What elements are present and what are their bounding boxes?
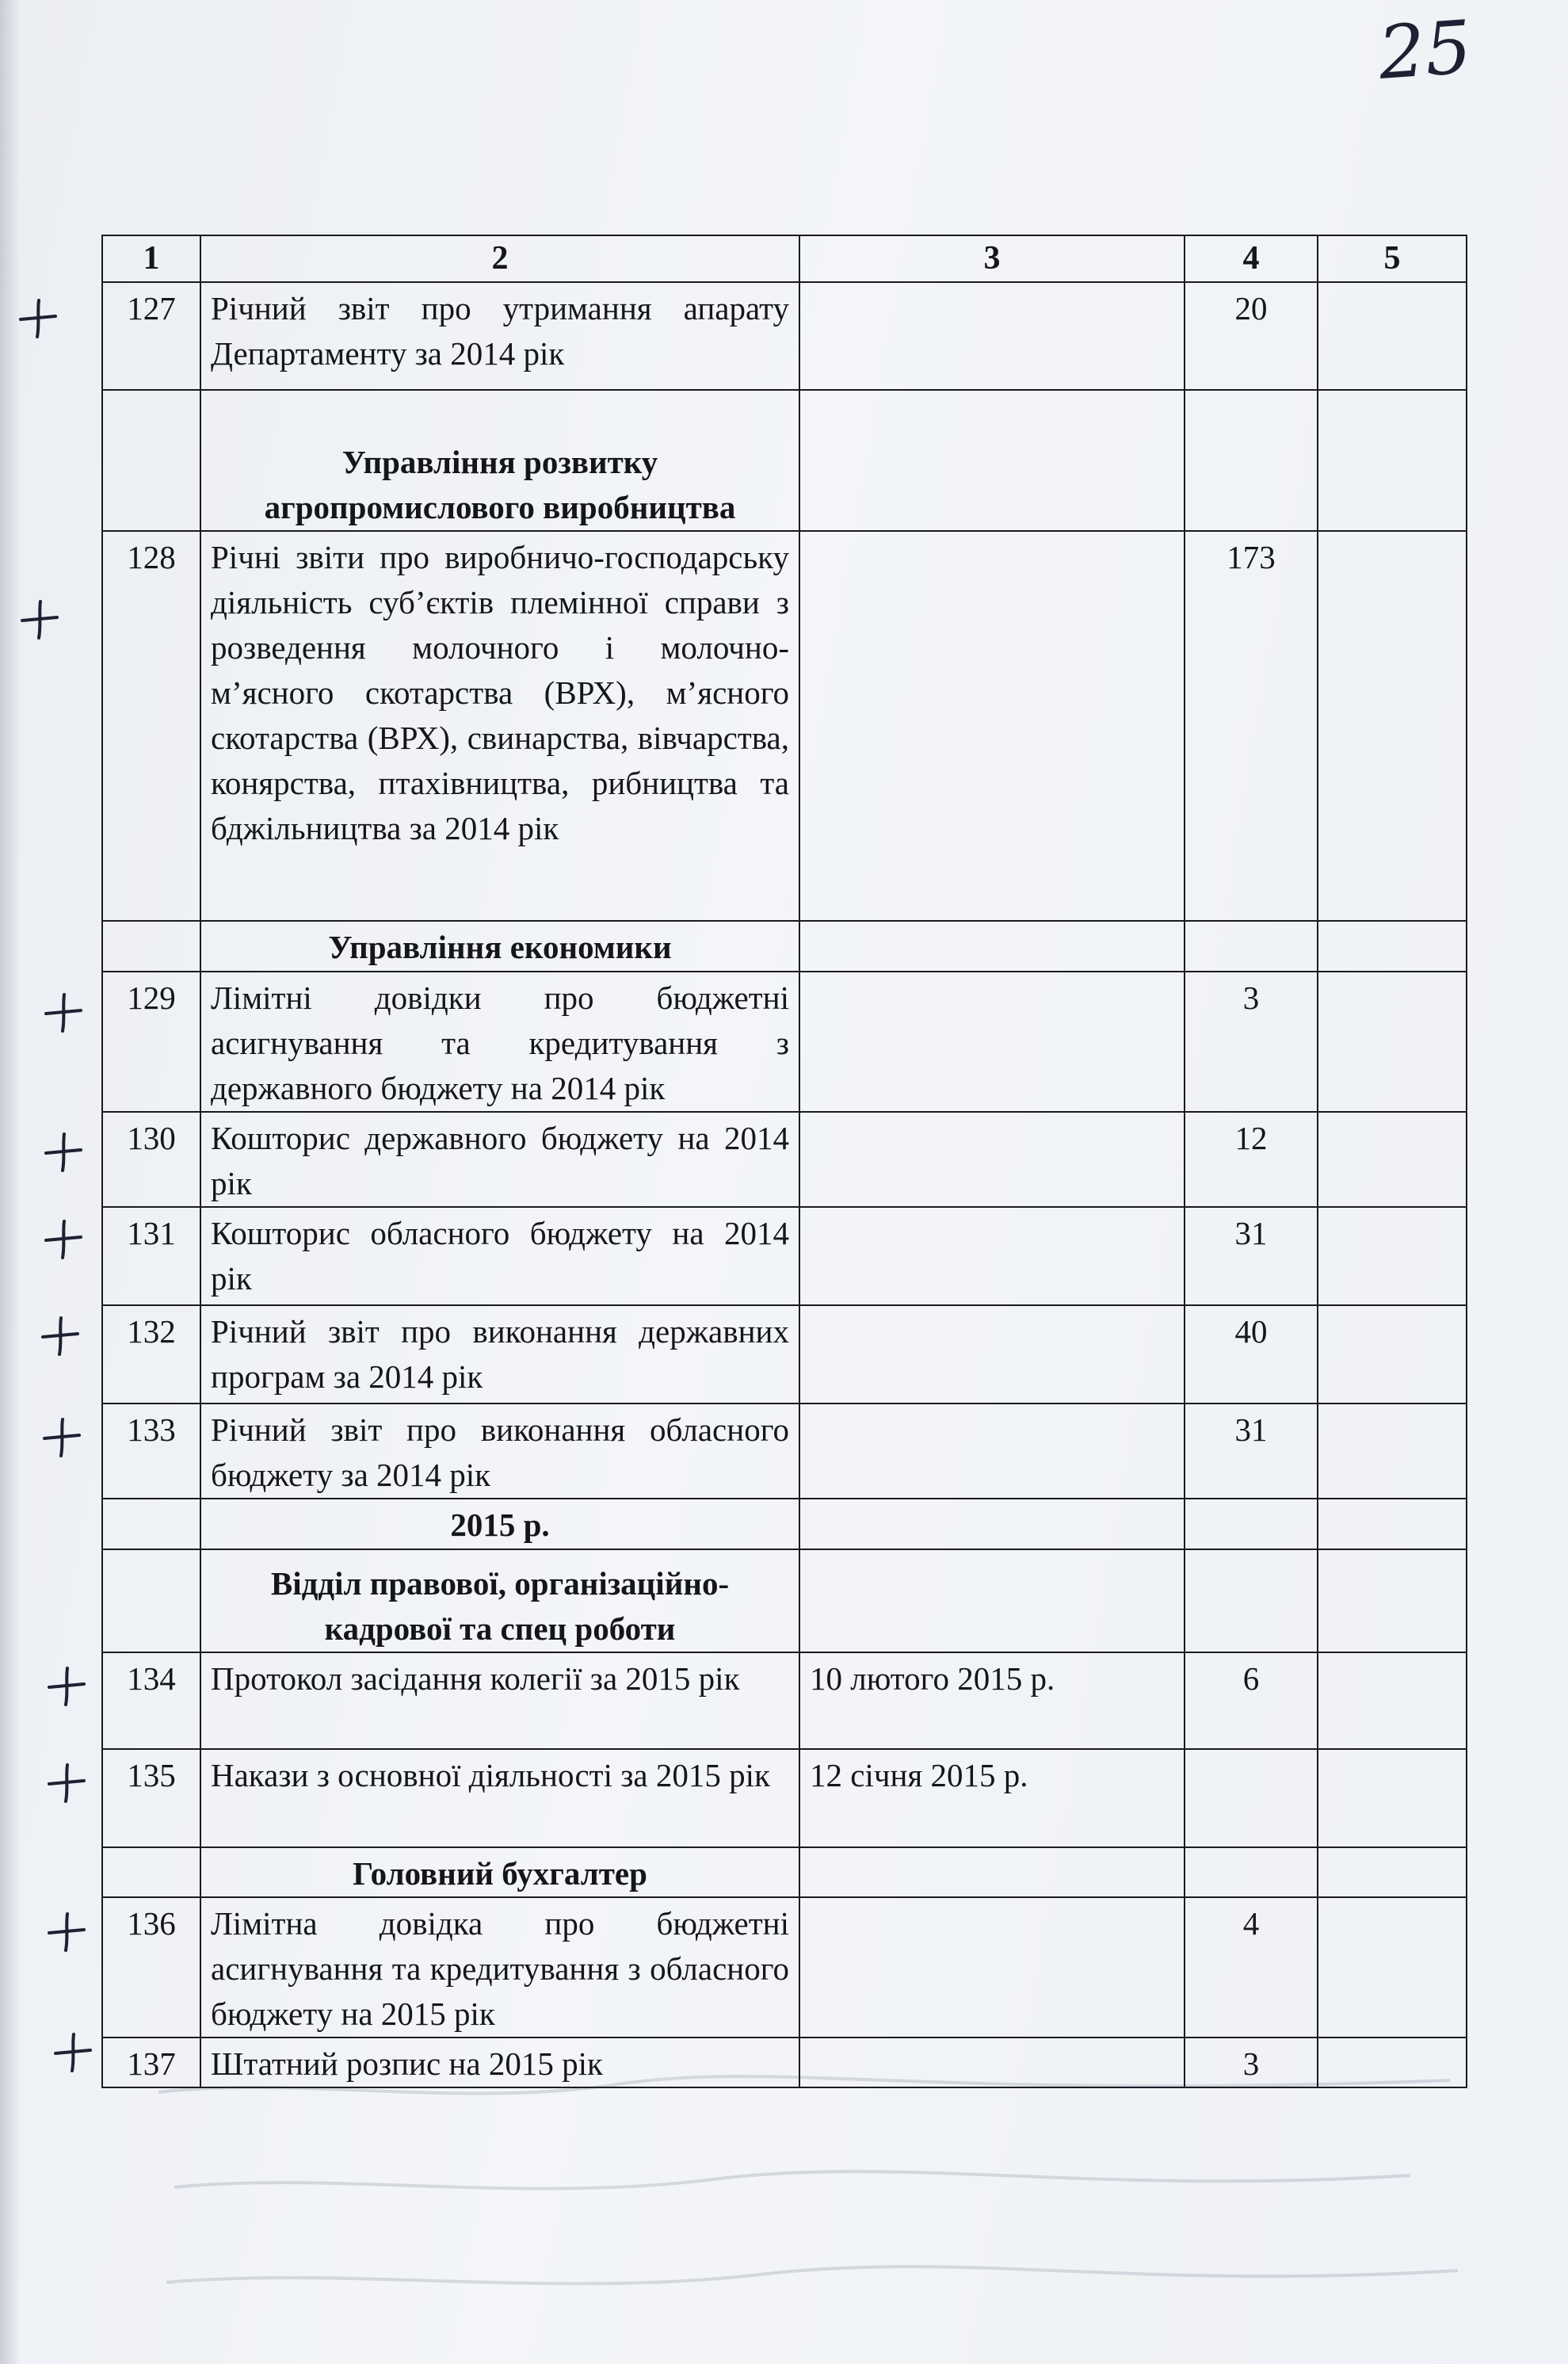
section-num-cell bbox=[102, 1847, 200, 1897]
check-plus-mark-icon bbox=[38, 1313, 82, 1358]
section-note-cell bbox=[1318, 1847, 1467, 1897]
section-date-cell bbox=[799, 1549, 1185, 1652]
register-item-row bbox=[102, 1404, 1467, 1499]
check-plus-mark-icon bbox=[41, 990, 86, 1034]
item-description: Накази з основної діяльності за 2015 рік bbox=[200, 1749, 799, 1847]
section-row bbox=[102, 1847, 1467, 1897]
item-date: 10 лютого 2015 р. bbox=[799, 1652, 1185, 1749]
section-title: 2015 р. bbox=[200, 1499, 799, 1549]
table-header-row bbox=[102, 235, 1467, 282]
section-row bbox=[102, 390, 1467, 531]
section-row bbox=[102, 1499, 1467, 1549]
register-item-row bbox=[102, 1112, 1467, 1207]
section-row bbox=[102, 921, 1467, 972]
section-note-cell bbox=[1318, 921, 1467, 972]
item-page-count: 3 bbox=[1185, 2037, 1318, 2087]
section-title: Головний бухгалтер bbox=[200, 1847, 799, 1897]
item-description: Кошторис державного бюджету на 2014 рік bbox=[200, 1112, 799, 1207]
item-note bbox=[1318, 972, 1467, 1112]
register-item-row bbox=[102, 282, 1467, 390]
section-title: Управління економики bbox=[200, 921, 799, 972]
column-header-1: 1 bbox=[102, 235, 200, 282]
section-pages-cell bbox=[1185, 921, 1318, 972]
column-header-2: 2 bbox=[200, 235, 799, 282]
item-number: 131 bbox=[102, 1207, 200, 1305]
section-num-cell bbox=[102, 921, 200, 972]
item-description: Штатний розпис на 2015 рік bbox=[200, 2037, 799, 2087]
item-description: Лімітні довідки про бюджетні асигнування та кредитування з державного бюджету на 2014 рік bbox=[200, 972, 799, 1112]
item-note bbox=[1318, 1112, 1467, 1207]
item-description: Річний звіт про виконання державних програм за 2014 рік bbox=[200, 1305, 799, 1404]
register-item-row bbox=[102, 1897, 1467, 2037]
item-description: Лімітна довідка про бюджетні асигнування та кредитування з обласного бюджету на 2015 рік bbox=[200, 1897, 799, 2037]
item-note bbox=[1318, 1207, 1467, 1305]
section-title: Відділ правової, організаційно-кадрової та спец роботи bbox=[200, 1549, 799, 1652]
item-page-count: 3 bbox=[1185, 972, 1318, 1112]
item-page-count: 173 bbox=[1185, 531, 1318, 921]
item-date bbox=[799, 972, 1185, 1112]
bleed-through-handwriting bbox=[143, 2045, 1490, 2346]
item-page-count: 31 bbox=[1185, 1404, 1318, 1499]
item-date bbox=[799, 282, 1185, 390]
handwritten-page-number: 25 bbox=[1375, 5, 1475, 96]
item-description: Річні звіти про виробничо-господарську діяльність суб’єктів племінної справи з розведення молочного і молочно-м’ясного скотарства (ВРХ), м’ясного скотарства (ВРХ), свинарства, вівчарства, конярства, птахівництва, рибництва та бджільництва за 2014 рік bbox=[200, 531, 799, 921]
column-header-3: 3 bbox=[799, 235, 1185, 282]
section-pages-cell bbox=[1185, 1499, 1318, 1549]
item-number: 128 bbox=[102, 531, 200, 921]
item-number: 137 bbox=[102, 2037, 200, 2087]
section-note-cell bbox=[1318, 1499, 1467, 1549]
check-plus-mark-icon bbox=[51, 2030, 95, 2074]
register-item-row bbox=[102, 972, 1467, 1112]
section-num-cell bbox=[102, 1499, 200, 1549]
item-note bbox=[1318, 1404, 1467, 1499]
section-date-cell bbox=[799, 1847, 1185, 1897]
section-pages-cell bbox=[1185, 390, 1318, 531]
column-header-4: 4 bbox=[1185, 235, 1318, 282]
register-item-row bbox=[102, 1749, 1467, 1847]
section-note-cell bbox=[1318, 1549, 1467, 1652]
item-date bbox=[799, 1404, 1185, 1499]
section-num-cell bbox=[102, 390, 200, 531]
register-item-row bbox=[102, 531, 1467, 921]
check-plus-mark-icon bbox=[16, 296, 60, 340]
item-note bbox=[1318, 1652, 1467, 1749]
item-number: 129 bbox=[102, 972, 200, 1112]
check-plus-mark-icon bbox=[17, 597, 62, 641]
item-description: Протокол засідання колегії за 2015 рік bbox=[200, 1652, 799, 1749]
section-row bbox=[102, 1549, 1467, 1652]
section-date-cell bbox=[799, 921, 1185, 972]
item-note bbox=[1318, 1897, 1467, 2037]
item-note bbox=[1318, 1305, 1467, 1404]
column-header-5: 5 bbox=[1318, 235, 1467, 282]
item-date: 12 січня 2015 р. bbox=[799, 1749, 1185, 1847]
item-page-count bbox=[1185, 1749, 1318, 1847]
item-number: 130 bbox=[102, 1112, 200, 1207]
section-num-cell bbox=[102, 1549, 200, 1652]
item-page-count: 40 bbox=[1185, 1305, 1318, 1404]
item-description: Річний звіт про утримання апарату Департаменту за 2014 рік bbox=[200, 282, 799, 390]
item-note bbox=[1318, 1749, 1467, 1847]
section-pages-cell bbox=[1185, 1549, 1318, 1652]
item-date bbox=[799, 1112, 1185, 1207]
item-description: Річний звіт про виконання обласного бюджету за 2014 рік bbox=[200, 1404, 799, 1499]
item-description: Кошторис обласного бюджету на 2014 рік bbox=[200, 1207, 799, 1305]
section-date-cell bbox=[799, 390, 1185, 531]
check-plus-mark-icon bbox=[44, 1663, 89, 1708]
item-date bbox=[799, 1207, 1185, 1305]
register-item-row bbox=[102, 1305, 1467, 1404]
item-number: 136 bbox=[102, 1897, 200, 2037]
item-number: 132 bbox=[102, 1305, 200, 1404]
page-edge-shadow bbox=[0, 0, 21, 2364]
archive-register-table bbox=[101, 235, 1467, 2088]
item-number: 127 bbox=[102, 282, 200, 390]
item-date bbox=[799, 1305, 1185, 1404]
check-plus-mark-icon bbox=[44, 1760, 89, 1805]
check-plus-mark-icon bbox=[41, 1129, 86, 1174]
item-number: 133 bbox=[102, 1404, 200, 1499]
item-date bbox=[799, 1897, 1185, 2037]
item-page-count: 6 bbox=[1185, 1652, 1318, 1749]
section-pages-cell bbox=[1185, 1847, 1318, 1897]
item-note bbox=[1318, 531, 1467, 921]
item-note bbox=[1318, 282, 1467, 390]
item-date bbox=[799, 531, 1185, 921]
item-page-count: 20 bbox=[1185, 282, 1318, 390]
item-page-count: 4 bbox=[1185, 1897, 1318, 2037]
section-note-cell bbox=[1318, 390, 1467, 531]
register-item-row bbox=[102, 1652, 1467, 1749]
item-number: 135 bbox=[102, 1749, 200, 1847]
section-date-cell bbox=[799, 1499, 1185, 1549]
check-plus-mark-icon bbox=[44, 1909, 89, 1953]
register-item-row bbox=[102, 1207, 1467, 1305]
check-plus-mark-icon bbox=[40, 1415, 84, 1459]
section-title: Управління розвитку агропромислового виробництва bbox=[200, 390, 799, 531]
item-page-count: 31 bbox=[1185, 1207, 1318, 1305]
item-number: 134 bbox=[102, 1652, 200, 1749]
check-plus-mark-icon bbox=[41, 1216, 86, 1261]
item-page-count: 12 bbox=[1185, 1112, 1318, 1207]
